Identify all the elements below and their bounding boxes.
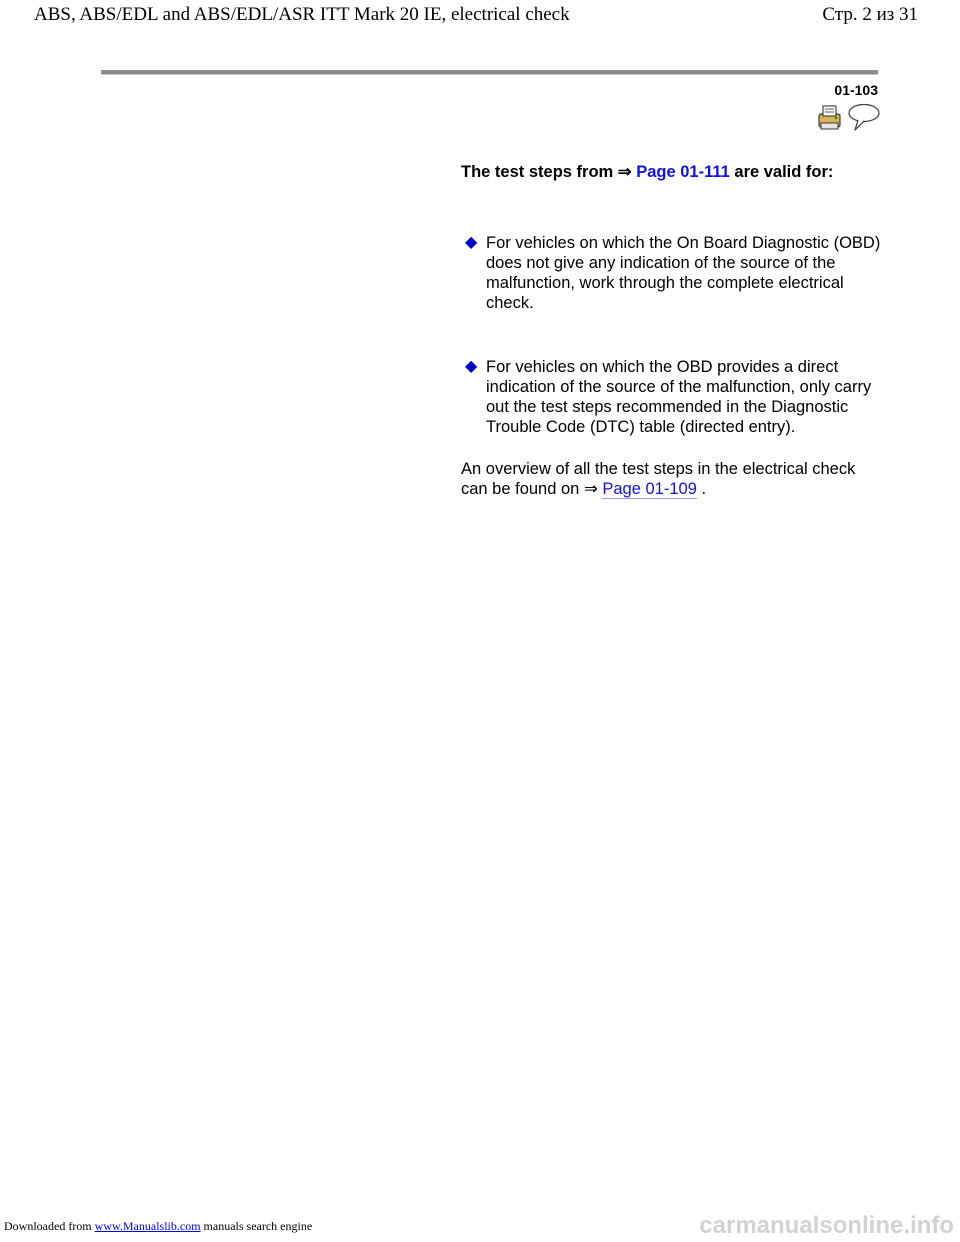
footer-prefix: Downloaded from (4, 1219, 92, 1233)
lead-text: The test steps from (461, 163, 614, 181)
arrow-icon: ⇒ (583, 480, 598, 498)
lead-suffix: are valid for: (734, 163, 834, 181)
diamond-bullet-icon: ◆ (465, 234, 478, 251)
overview-suffix: . (701, 480, 707, 498)
watermark: carmanualsonline.info (699, 1212, 954, 1239)
manualslib-link[interactable]: www.Manualslib.com (94, 1219, 201, 1233)
list-item-text: For vehicles on which the On Board Diagnostic (OBD) does not give any indication of the source of the malfunction, work through the complete electrical check. (486, 234, 881, 312)
lead-paragraph (461, 162, 881, 182)
diamond-bullet-icon: ◆ (465, 358, 478, 375)
document-title: ABS, ABS/EDL and ABS/EDL/ASR ITT Mark 20 IE, electrical check (34, 4, 570, 25)
toolbar-icons (814, 103, 884, 133)
list-item (461, 357, 881, 437)
page-01-111-link[interactable]: Page 01-111 (636, 163, 730, 181)
header-divider (101, 70, 878, 75)
page-01-109-link[interactable]: Page 01-109 (602, 480, 697, 498)
download-footer (4, 1219, 312, 1234)
overview-paragraph (461, 459, 881, 499)
overview-text: An overview of all the test steps in the electrical check can be found on (461, 460, 856, 498)
speech-bubble-icon[interactable] (849, 105, 879, 131)
printer-icon[interactable] (819, 106, 840, 129)
page-indicator: Стр. 2 из 31 (822, 4, 918, 25)
page-number: 01-103 (834, 82, 878, 98)
list-item (461, 233, 881, 313)
arrow-icon: ⇒ (617, 163, 632, 181)
footer-suffix: manuals search engine (203, 1219, 313, 1233)
main-content (461, 162, 881, 499)
list-item-text: For vehicles on which the OBD provides a direct indication of the source of the malfunction, only carry out the test steps recommended in the Diagnostic Trouble Code (DTC) table (directed entry). (486, 358, 872, 436)
